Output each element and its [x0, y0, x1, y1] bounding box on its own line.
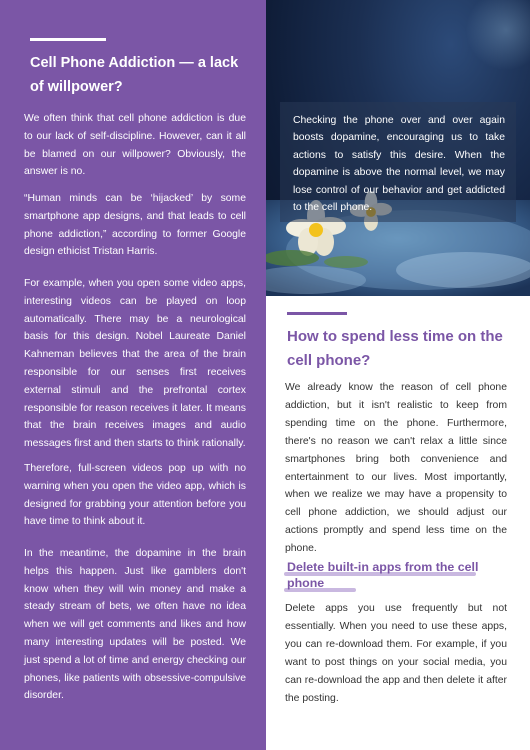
- right-intro-paragraph: We already know the reason of cell phone addiction, but it isn't realistic to keep from spending time on the phone. Furthermore, there's no reason we can't relax a little since smartphones bring both convenience and entertainment to our lives. Most importantly, when we realize we may have a propensity to cell phone addiction, we should adjust our actions promptly and spend less time on the phone.: [285, 382, 507, 555]
- right-accent-bar: [287, 312, 347, 315]
- photo-caption: Checking the phone over and over again boosts dopamine, encouraging us to take actions to satisfy this desire. When the dopamine is above the normal level, we may lose control of our behavior and get addicted to the cell phone.: [293, 115, 505, 214]
- right-body-paragraph: Delete apps you use frequently but not essentially. When you need to use these apps, you can re-download them. For example, if you want to post things on your social media, you can re-download the app and then delete it after the posting.: [285, 603, 507, 704]
- left-paragraph-2: “Human minds can be ‘hijacked’ by some smartphone app designs, and that leads to cell phone addiction,” according to former Google design ethicist Tristan Harris.: [24, 193, 246, 258]
- left-paragraph-3: For example, when you open some video apps, interesting videos can be played on loop automatically. There may be a neurological basis for this design. Nobel Laureate Daniel Kahneman believes that the area of the brain responsible for our senses first receives external stimuli and the prefrontal cortex responsible for reason receives it later. It means that the brain receives images and audio messages first and then starts to think rationally.: [24, 278, 246, 450]
- left-paragraph-1: We often think that cell phone addiction is due to our lack of self-discipline. However, can it all be blamed on our willpower? Obviously, the answer is no.: [24, 113, 246, 178]
- left-paragraph-5: In the meantime, the dopamine in the brain helps this happen. Just like gamblers don't know when they will win money and make a steady stream of bets, we often have no idea when we will get comments and likes and how many interesting updates will be posted. We just spend a lot of time and energy checking our phones, like patients with obsessive-compulsive disorder.: [24, 548, 246, 702]
- right-title: How to spend less time on the cell phone?: [287, 328, 503, 369]
- left-paragraph-4: Therefore, full-screen videos pop up with no warning when you open the video app, which is designed for grabbing your attention before you have time to think about it.: [24, 463, 246, 528]
- title-accent-bar: [30, 38, 106, 41]
- subheading: Delete built-in apps from the cell phone: [287, 560, 479, 590]
- left-title: Cell Phone Addiction — a lack of willpower?: [30, 55, 239, 95]
